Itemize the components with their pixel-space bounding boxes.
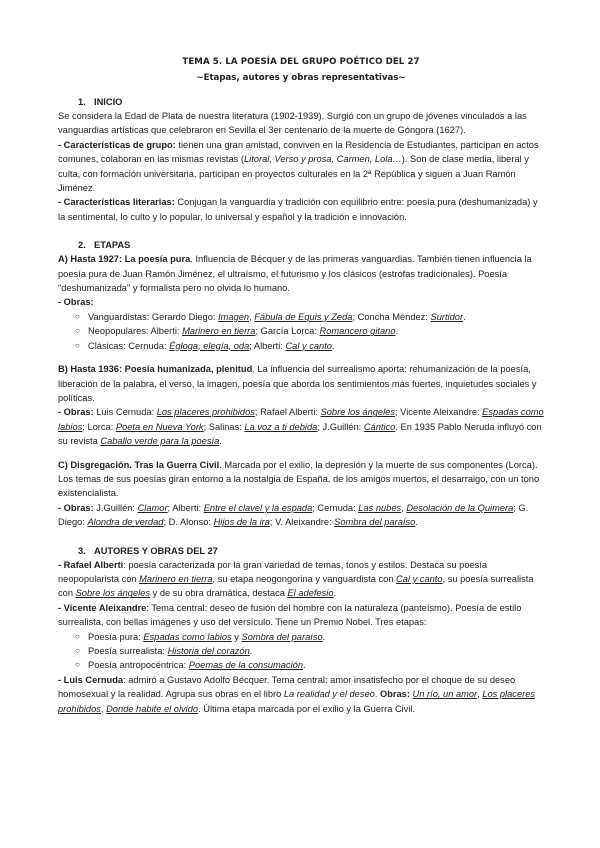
paragraph-aleixandre: [58, 601, 544, 630]
work-title: Espadas como labios: [143, 631, 232, 642]
text-run: ; Cernuda:: [312, 502, 359, 513]
work-title: Poeta en Nueva York: [115, 421, 204, 432]
text-run: .: [374, 689, 380, 700]
text-run: . Última etapa marcada por el exilio y la Guerra Civil.: [198, 703, 416, 714]
text-run: Clásicas: Cernuda:: [88, 340, 170, 351]
text-run: y de su obra dramática, destaca: [150, 588, 288, 599]
text-run: .: [303, 660, 306, 671]
obras-paragraph-b: [58, 405, 544, 448]
list-item: [58, 658, 544, 672]
document-title: TEMA 5. LA POESÍA DEL GRUPO POÉTICO DEL 27: [182, 57, 420, 67]
text-run: ; Alberti:: [249, 340, 286, 351]
work-title: La voz a ti debida: [244, 421, 318, 432]
bullet-icon: ○: [75, 660, 80, 670]
document-subtitle: ~Etapas, autores y obras representativas~: [196, 73, 406, 83]
text-run: Litoral, Verso y prosa, Carmen, Lola…: [244, 154, 402, 165]
work-title: Poemas de la consumación: [188, 660, 303, 671]
bold-label: C) Disgregación. Tras la Guerra Civil: [58, 459, 220, 470]
text-run: Neopopulares: Alberti:: [88, 326, 183, 337]
text-run: : admiró a Gustavo Adolfo Bécquer. Tema central: amor insatisfecho por el choque de su deseo homosexual y la realidad. Agrupa sus obras en el libro: [58, 674, 516, 700]
bold-label: A) Hasta 1927: La poesía pura: [58, 254, 191, 265]
work-title: Espadas como labios: [58, 407, 544, 432]
text-run: Luis Cernuda:: [93, 407, 157, 418]
text-run: .: [219, 436, 222, 447]
bold-label: B) Hasta 1936: Poesía humanizada, plenitud: [58, 364, 253, 375]
text-run: ,: [249, 311, 255, 322]
text-run: ; V. Aleixandre:: [269, 517, 335, 528]
list-item: [58, 324, 544, 338]
bold-label: - Luis Cernuda: [58, 674, 124, 685]
text-run: ; D. Alonso:: [163, 517, 214, 528]
work-title: Los placeres prohibidos: [58, 689, 536, 714]
text-run: : Tema central: deseo de fusión del hombre con la naturaleza (panteísmo). Poesía de estilo surrealista, con bellas imágenes y uso del versículo. Tiene un Premio Nobel. Tres etapas:: [58, 602, 522, 628]
work-title: Desolación de la Quimera: [406, 502, 514, 513]
text-run: ; G. Diego:: [58, 502, 529, 528]
bold-label: - Vicente Aleixandre: [58, 602, 147, 613]
work-title: Los placeres prohibidos: [156, 407, 255, 418]
paragraph-literarias: [58, 195, 544, 224]
work-title: Alondra de verdad: [87, 517, 164, 528]
bullet-icon: ○: [75, 631, 80, 641]
bullet-icon: ○: [75, 311, 80, 321]
text-run: ). Son de clase media, liberal y culta, con formación universitaria, participan en proyectos culturales en la 2ª República y siguen a Juan Ramón Jiménez.: [58, 154, 529, 194]
text-run: ; Vicente Aleixandre:: [395, 407, 483, 418]
list-item: [58, 630, 544, 644]
text-run: . En 1935 Pablo Neruda influyó con su revista: [58, 421, 542, 447]
work-title: Entre el clavel y la espada: [203, 502, 313, 513]
section-number: 1.: [78, 97, 86, 107]
section-number: 2.: [78, 240, 86, 251]
obras-label: - Obras:: [58, 297, 94, 308]
section-title: INICIO: [94, 97, 123, 107]
section-heading-etapas: [58, 238, 544, 252]
text-run: . Influencia de Bécquer y de las primeras vanguardias. También tienen influencia la poesía pura de Juan Ramón Jiménez, el ultraísmo, el futurismo y los clásicos (estrofas tradicionales). Poesía "deshumanizada" y formalista pero no olvida lo humano.: [58, 254, 532, 294]
work-title: Romancero gitano: [319, 326, 396, 337]
paragraph-alberti: [58, 558, 544, 601]
text-run: .: [249, 646, 253, 656]
text-run: ; Concha Méndez:: [352, 311, 431, 322]
work-title: Sombra del paraíso: [241, 631, 323, 642]
text-run: .: [333, 588, 337, 599]
list-item: [58, 339, 544, 353]
paragraph-etapa-b: [58, 362, 544, 405]
text-run: ; Lorca:: [82, 421, 116, 432]
bold-label: - Características de grupo:: [58, 139, 176, 150]
text-run: , su poesía surrealista con: [58, 573, 534, 599]
text-run: : poesía caracterizada por la gran variedad de temas, tonos y estilos. Destaca su poesía neopopularista con: [58, 559, 488, 584]
list-item: [58, 644, 544, 658]
text-run: ,: [100, 703, 107, 714]
work-title: Donde habite el olvido: [106, 703, 199, 714]
work-title: Hijos de la ira: [213, 517, 270, 528]
work-title: Cántico: [363, 421, 396, 432]
text-run: .: [322, 631, 326, 642]
bullet-icon: ○: [75, 326, 80, 336]
section-number: 3.: [78, 545, 86, 556]
paragraph-etapa-a: [58, 252, 544, 295]
section-title: AUTORES Y OBRAS DEL 27: [94, 545, 218, 556]
work-title: Imagen: [218, 311, 250, 322]
bold-label: - Características literarias:: [58, 197, 175, 208]
text-run: ,: [401, 502, 407, 513]
work-title: Un río, un amor: [412, 689, 478, 700]
etapas-list-aleixandre: [58, 630, 544, 673]
work-title: Surtidor: [430, 311, 464, 322]
text-run: . Marcada por el exilio, la depresión y la muerte de sus componentes (Lorca). Los temas de sus poesías giran entorno a la nostalgia de España, de los amigos muertos, el desarraigo, con un tono existencialista.: [58, 459, 540, 499]
work-title: Marinero en tierra: [182, 326, 256, 337]
bold-label: Obras:: [379, 689, 410, 700]
text-run: .: [395, 326, 399, 337]
text-run: .: [331, 340, 335, 351]
text-run: Poesía surrealista:: [88, 646, 168, 656]
bullet-icon: ○: [75, 340, 80, 350]
text-run: ; Salinas:: [203, 421, 245, 432]
paragraph-cernuda: [58, 673, 544, 716]
bold-label: - Obras:: [58, 407, 94, 418]
text-run: ; García Lorca:: [255, 326, 320, 337]
work-title: Historia del corazón: [167, 646, 250, 656]
bold-label: - Obras:: [58, 502, 94, 513]
text-run: tienen una gran amistad, conviven en la Residencia de Estudiantes, participan en actos comunes, colaboran en las mismas revistas (: [58, 139, 539, 165]
work-title: Sombra del paraíso: [334, 517, 416, 528]
text-run: ; J.Guillén:: [317, 421, 364, 432]
work-title: Sobre los ángeles: [75, 588, 151, 599]
work-title: Clamor: [137, 502, 168, 513]
obras-paragraph-c: [58, 501, 544, 530]
paragraph-etapa-c: [58, 458, 544, 501]
work-title: Sobre los ángeles: [320, 407, 395, 418]
list-item: [58, 310, 544, 324]
text-run: Conjugan la vanguardia y tradición con equilibrio entre: poesía pura (deshumanizada) y la sentimental, lo culto y lo popular, lo universal y español y la tradición e innovación.: [58, 197, 538, 222]
work-title: El adefesio: [287, 588, 334, 599]
section-title: ETAPAS: [94, 240, 131, 251]
work-title: Cal y canto: [396, 573, 443, 584]
text-run: y: [231, 631, 242, 642]
text-run: ; Rafael Alberti:: [254, 407, 321, 418]
text-run: Poesía pura:: [88, 631, 144, 642]
section-heading-inicio: [58, 95, 544, 109]
text-run: La realidad y el deseo: [283, 689, 375, 700]
obras-list-a: [58, 310, 544, 353]
text-run: .: [463, 311, 466, 322]
work-title: Fábula de Equis y Zeda: [254, 311, 353, 322]
paragraph-intro: Se considera la Edad de Plata de nuestra literatura (1902-1939). Surgió con un grupo de jóvenes vinculados a las vanguardias artísticas que celebraron en Sevilla el 3er centenario de la muerte de Góngora (1627).: [58, 111, 527, 136]
section-heading-autores: [58, 544, 544, 558]
work-title: Égloga, elegía, oda: [169, 340, 250, 351]
text-run: J.Guillén:: [93, 502, 138, 513]
work-title: Cal y canto: [285, 340, 332, 351]
text-run: , su etapa neogongorina y vanguardista con: [212, 573, 397, 584]
bold-label: - Rafael Alberti: [58, 559, 124, 570]
text-run: Poesía antropocéntrica:: [88, 660, 189, 671]
bullet-icon: ○: [75, 646, 80, 655]
text-run: ; Alberti:: [167, 502, 204, 513]
text-run: .: [415, 517, 418, 528]
work-title: Marinero en tierra: [139, 573, 213, 584]
text-run: Vanguardistas: Gerardo Diego:: [88, 311, 219, 322]
work-title: Las nubes: [358, 502, 402, 513]
text-run: ,: [477, 689, 483, 700]
work-title: Caballo verde para la poesía: [100, 436, 220, 447]
text-run: . La influencia del surrealismo aporta: rehumanización de la poesía, liberación de la palabra, el verso, la imagen, poesía que aborda los sentimientos más fuertes, inquietudes sociales y políticas.: [58, 364, 537, 403]
paragraph-grupo: [58, 138, 544, 196]
